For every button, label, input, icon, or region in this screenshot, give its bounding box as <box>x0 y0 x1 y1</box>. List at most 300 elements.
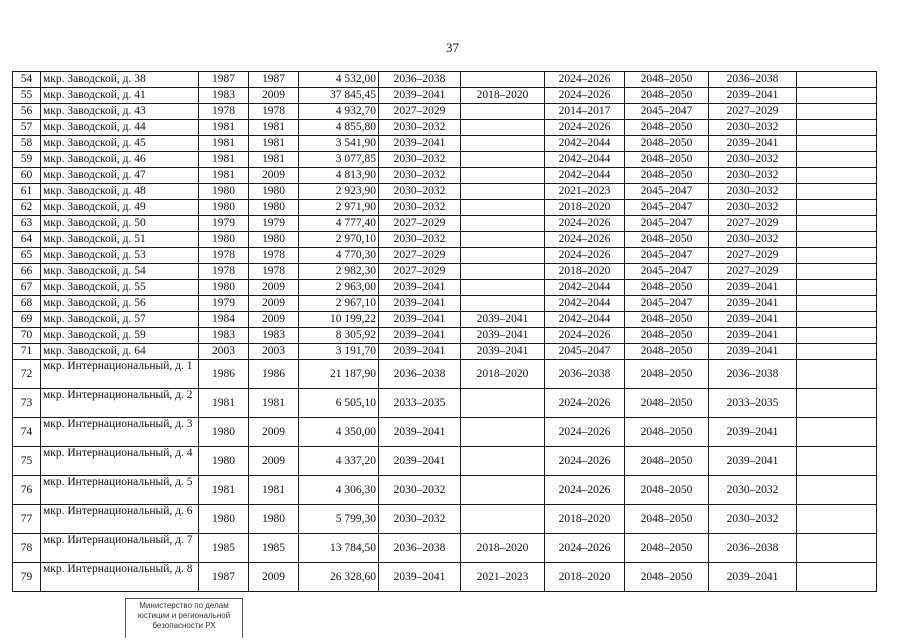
year-built-cell: 1979 <box>199 216 249 232</box>
area-cell: 4 813,90 <box>299 168 379 184</box>
table-row <box>13 152 877 168</box>
period-cell <box>797 296 877 312</box>
row-number-cell: 58 <box>13 136 41 152</box>
year-cell: 1978 <box>249 264 299 280</box>
area-cell: 26 328,60 <box>299 563 379 592</box>
period-cell: 2033–2035 <box>379 389 461 418</box>
table-row <box>13 360 877 389</box>
address-cell: мкр. Интернациональный, д. 5 <box>41 476 199 505</box>
row-number-cell: 69 <box>13 312 41 328</box>
address-cell: мкр. Интернациональный, д. 3 <box>41 418 199 447</box>
address-cell: мкр. Заводской, д. 47 <box>41 168 199 184</box>
row-number-cell: 71 <box>13 344 41 360</box>
period-cell: 2039–2041 <box>379 136 461 152</box>
area-cell: 21 187,90 <box>299 360 379 389</box>
table-row <box>13 505 877 534</box>
period-cell: 2039–2041 <box>379 280 461 296</box>
year-cell: 1987 <box>249 72 299 88</box>
period-cell: 2039–2041 <box>379 312 461 328</box>
row-number-cell: 75 <box>13 447 41 476</box>
period-cell <box>797 389 877 418</box>
address-cell: мкр. Интернациональный, д. 7 <box>41 534 199 563</box>
period-cell <box>797 534 877 563</box>
area-cell: 10 199,22 <box>299 312 379 328</box>
period-cell: 2024–2026 <box>545 248 625 264</box>
period-cell: 2030–2032 <box>709 505 797 534</box>
year-cell: 2009 <box>249 418 299 447</box>
period-cell: 2036–2038 <box>709 534 797 563</box>
year-built-cell: 1978 <box>199 248 249 264</box>
period-cell: 2048–2050 <box>625 563 709 592</box>
period-cell: 2039–2041 <box>709 447 797 476</box>
year-cell: 1978 <box>249 104 299 120</box>
period-cell: 2039–2041 <box>709 280 797 296</box>
table-row <box>13 88 877 104</box>
row-number-cell: 76 <box>13 476 41 505</box>
row-number-cell: 55 <box>13 88 41 104</box>
year-cell: 1980 <box>249 232 299 248</box>
period-cell: 2045–2047 <box>625 216 709 232</box>
period-cell <box>797 505 877 534</box>
address-cell: мкр. Интернациональный, д. 8 <box>41 563 199 592</box>
period-cell <box>797 476 877 505</box>
table-row <box>13 168 877 184</box>
period-cell: 2033–2035 <box>709 389 797 418</box>
address-cell: мкр. Заводской, д. 46 <box>41 152 199 168</box>
period-cell: 2045–2047 <box>625 264 709 280</box>
period-cell: 2021–2023 <box>545 184 625 200</box>
address-cell: мкр. Заводской, д. 53 <box>41 248 199 264</box>
area-cell: 2 967,10 <box>299 296 379 312</box>
area-cell: 6 505,10 <box>299 389 379 418</box>
period-cell: 2045–2047 <box>625 184 709 200</box>
area-cell: 2 971,90 <box>299 200 379 216</box>
period-cell: 2048–2050 <box>625 136 709 152</box>
year-built-cell: 1987 <box>199 563 249 592</box>
period-cell: 2036–2038 <box>379 72 461 88</box>
period-cell: 2039–2041 <box>709 563 797 592</box>
period-cell: 2027–2029 <box>709 248 797 264</box>
period-cell: 2036–2038 <box>709 360 797 389</box>
area-cell: 4 337,20 <box>299 447 379 476</box>
period-cell <box>461 136 545 152</box>
period-cell: 2042–2044 <box>545 280 625 296</box>
row-number-cell: 73 <box>13 389 41 418</box>
period-cell: 2030–2032 <box>709 152 797 168</box>
period-cell: 2030–2032 <box>709 184 797 200</box>
period-cell <box>797 216 877 232</box>
period-cell: 2027–2029 <box>709 216 797 232</box>
year-cell: 2009 <box>249 296 299 312</box>
period-cell: 2021–2023 <box>461 563 545 592</box>
period-cell: 2039–2041 <box>379 328 461 344</box>
period-cell: 2030–2032 <box>709 200 797 216</box>
year-cell: 1981 <box>249 476 299 505</box>
table-row <box>13 200 877 216</box>
period-cell: 2039–2041 <box>379 296 461 312</box>
year-built-cell: 1980 <box>199 418 249 447</box>
period-cell: 2048–2050 <box>625 389 709 418</box>
page-number: 37 <box>446 40 459 55</box>
period-cell: 2018–2020 <box>461 534 545 563</box>
period-cell <box>797 136 877 152</box>
period-cell <box>461 152 545 168</box>
area-cell: 8 305,92 <box>299 328 379 344</box>
area-cell: 4 855,80 <box>299 120 379 136</box>
period-cell <box>461 216 545 232</box>
year-built-cell: 1985 <box>199 534 249 563</box>
period-cell: 2024–2026 <box>545 447 625 476</box>
period-cell: 2030–2032 <box>379 476 461 505</box>
period-cell: 2027–2029 <box>379 216 461 232</box>
year-built-cell: 1983 <box>199 88 249 104</box>
address-cell: мкр. Интернациональный, д. 1 <box>41 360 199 389</box>
period-cell: 2048–2050 <box>625 232 709 248</box>
year-built-cell: 1981 <box>199 168 249 184</box>
table-row <box>13 534 877 563</box>
table-row <box>13 476 877 505</box>
address-cell: мкр. Заводской, д. 48 <box>41 184 199 200</box>
period-cell: 2039–2041 <box>379 344 461 360</box>
year-cell: 2009 <box>249 447 299 476</box>
stamp-line: Министерство по делам <box>139 601 229 610</box>
period-cell: 2045–2047 <box>625 104 709 120</box>
period-cell: 2039–2041 <box>709 418 797 447</box>
period-cell <box>461 476 545 505</box>
address-cell: мкр. Заводской, д. 41 <box>41 88 199 104</box>
address-cell: мкр. Интернациональный, д. 6 <box>41 505 199 534</box>
period-cell <box>461 104 545 120</box>
period-cell: 2024–2026 <box>545 476 625 505</box>
period-cell <box>797 104 877 120</box>
area-cell: 13 784,50 <box>299 534 379 563</box>
period-cell: 2030–2032 <box>379 168 461 184</box>
period-cell: 2030–2032 <box>379 232 461 248</box>
period-cell <box>461 184 545 200</box>
area-cell: 2 963,00 <box>299 280 379 296</box>
year-built-cell: 1981 <box>199 120 249 136</box>
address-cell: мкр. Заводской, д. 57 <box>41 312 199 328</box>
period-cell <box>461 296 545 312</box>
period-cell <box>461 200 545 216</box>
address-cell: мкр. Заводской, д. 45 <box>41 136 199 152</box>
row-number-cell: 66 <box>13 264 41 280</box>
period-cell <box>461 280 545 296</box>
table-row <box>13 328 877 344</box>
area-cell: 2 982,30 <box>299 264 379 280</box>
period-cell: 2048–2050 <box>625 120 709 136</box>
period-cell: 2048–2050 <box>625 344 709 360</box>
period-cell: 2030–2032 <box>709 476 797 505</box>
period-cell: 2045–2047 <box>625 200 709 216</box>
period-cell: 2024–2026 <box>545 418 625 447</box>
period-cell: 2039–2041 <box>709 312 797 328</box>
period-cell <box>797 418 877 447</box>
period-cell: 2048–2050 <box>625 328 709 344</box>
period-cell: 2042–2044 <box>545 152 625 168</box>
table-row <box>13 418 877 447</box>
period-cell: 2048–2050 <box>625 360 709 389</box>
period-cell: 2030–2032 <box>379 184 461 200</box>
period-cell <box>461 505 545 534</box>
period-cell: 2030–2032 <box>379 200 461 216</box>
stamp-line: безопасности РХ <box>152 621 216 630</box>
area-cell: 4 350,00 <box>299 418 379 447</box>
period-cell: 2048–2050 <box>625 168 709 184</box>
period-cell: 2018–2020 <box>461 360 545 389</box>
year-built-cell: 1978 <box>199 104 249 120</box>
year-built-cell: 1981 <box>199 152 249 168</box>
address-cell: мкр. Заводской, д. 49 <box>41 200 199 216</box>
table-row <box>13 296 877 312</box>
year-cell: 1980 <box>249 184 299 200</box>
area-cell: 2 970,10 <box>299 232 379 248</box>
period-cell: 2042–2044 <box>545 136 625 152</box>
period-cell: 2039–2041 <box>709 296 797 312</box>
year-cell: 1980 <box>249 200 299 216</box>
table-row <box>13 136 877 152</box>
period-cell: 2027–2029 <box>709 264 797 280</box>
row-number-cell: 67 <box>13 280 41 296</box>
year-built-cell: 1981 <box>199 136 249 152</box>
period-cell: 2048–2050 <box>625 505 709 534</box>
year-built-cell: 1984 <box>199 312 249 328</box>
period-cell <box>797 120 877 136</box>
period-cell: 2024–2026 <box>545 216 625 232</box>
period-cell: 2039–2041 <box>709 328 797 344</box>
period-cell: 2039–2041 <box>379 88 461 104</box>
address-cell: мкр. Заводской, д. 64 <box>41 344 199 360</box>
area-cell: 37 845,45 <box>299 88 379 104</box>
year-built-cell: 1980 <box>199 200 249 216</box>
period-cell: 2036–2038 <box>379 360 461 389</box>
period-cell <box>461 232 545 248</box>
address-cell: мкр. Заводской, д. 54 <box>41 264 199 280</box>
period-cell: 2048–2050 <box>625 88 709 104</box>
period-cell: 2030–2032 <box>379 120 461 136</box>
year-cell: 2009 <box>249 88 299 104</box>
period-cell <box>797 72 877 88</box>
row-number-cell: 64 <box>13 232 41 248</box>
address-cell: мкр. Заводской, д. 55 <box>41 280 199 296</box>
ministry-stamp <box>125 598 243 638</box>
address-cell: мкр. Заводской, д. 51 <box>41 232 199 248</box>
period-cell: 2045–2047 <box>625 248 709 264</box>
table-row <box>13 72 877 88</box>
year-cell: 1978 <box>249 248 299 264</box>
year-built-cell: 1987 <box>199 72 249 88</box>
table-body <box>13 72 877 592</box>
table-row <box>13 312 877 328</box>
area-cell: 4 306,30 <box>299 476 379 505</box>
year-cell: 1983 <box>249 328 299 344</box>
area-cell: 3 541,90 <box>299 136 379 152</box>
year-cell: 2009 <box>249 168 299 184</box>
row-number-cell: 77 <box>13 505 41 534</box>
period-cell <box>797 563 877 592</box>
year-built-cell: 1980 <box>199 505 249 534</box>
period-cell: 2030–2032 <box>379 505 461 534</box>
period-cell <box>797 360 877 389</box>
period-cell <box>461 120 545 136</box>
area-cell: 4 532,00 <box>299 72 379 88</box>
period-cell: 2027–2029 <box>379 248 461 264</box>
period-cell <box>797 280 877 296</box>
year-cell: 2009 <box>249 563 299 592</box>
table-row <box>13 280 877 296</box>
year-built-cell: 2003 <box>199 344 249 360</box>
period-cell <box>461 248 545 264</box>
year-cell: 1985 <box>249 534 299 563</box>
period-cell <box>797 88 877 104</box>
row-number-cell: 62 <box>13 200 41 216</box>
year-cell: 1981 <box>249 136 299 152</box>
row-number-cell: 68 <box>13 296 41 312</box>
period-cell: 2039–2041 <box>379 418 461 447</box>
period-cell <box>461 418 545 447</box>
row-number-cell: 63 <box>13 216 41 232</box>
period-cell: 2042–2044 <box>545 312 625 328</box>
row-number-cell: 61 <box>13 184 41 200</box>
row-number-cell: 54 <box>13 72 41 88</box>
period-cell: 2048–2050 <box>625 280 709 296</box>
address-table <box>12 71 877 592</box>
period-cell: 2030–2032 <box>379 152 461 168</box>
period-cell: 2039–2041 <box>709 88 797 104</box>
year-cell: 1979 <box>249 216 299 232</box>
year-built-cell: 1981 <box>199 476 249 505</box>
period-cell: 2014–2017 <box>545 104 625 120</box>
area-cell: 3 077,85 <box>299 152 379 168</box>
address-cell: мкр. Заводской, д. 50 <box>41 216 199 232</box>
area-cell: 3 191,70 <box>299 344 379 360</box>
stamp-line: юстиции и региональной <box>137 611 231 620</box>
address-cell: мкр. Заводской, д. 38 <box>41 72 199 88</box>
table-row <box>13 216 877 232</box>
period-cell: 2039–2041 <box>709 344 797 360</box>
period-cell: 2024–2026 <box>545 72 625 88</box>
period-cell: 2039–2041 <box>461 344 545 360</box>
year-cell: 1981 <box>249 120 299 136</box>
period-cell: 2024–2026 <box>545 389 625 418</box>
period-cell: 2042–2044 <box>545 296 625 312</box>
table-row <box>13 120 877 136</box>
year-cell: 2009 <box>249 280 299 296</box>
address-cell: мкр. Заводской, д. 56 <box>41 296 199 312</box>
period-cell: 2042–2044 <box>545 168 625 184</box>
period-cell: 2039–2041 <box>379 447 461 476</box>
period-cell: 2018–2020 <box>461 88 545 104</box>
row-number-cell: 70 <box>13 328 41 344</box>
area-cell: 5 799,30 <box>299 505 379 534</box>
year-built-cell: 1978 <box>199 264 249 280</box>
period-cell: 2018–2020 <box>545 264 625 280</box>
period-cell: 2048–2050 <box>625 312 709 328</box>
period-cell: 2024–2026 <box>545 120 625 136</box>
year-cell: 1981 <box>249 389 299 418</box>
period-cell <box>461 264 545 280</box>
year-cell: 1981 <box>249 152 299 168</box>
address-cell: мкр. Интернациональный, д. 4 <box>41 447 199 476</box>
period-cell <box>461 447 545 476</box>
period-cell: 2036–2038 <box>379 534 461 563</box>
period-cell: 2039–2041 <box>709 136 797 152</box>
period-cell: 2036–2038 <box>545 360 625 389</box>
year-built-cell: 1980 <box>199 280 249 296</box>
area-cell: 4 770,30 <box>299 248 379 264</box>
row-number-cell: 72 <box>13 360 41 389</box>
period-cell <box>797 328 877 344</box>
period-cell: 2048–2050 <box>625 152 709 168</box>
table-row <box>13 104 877 120</box>
table-row <box>13 344 877 360</box>
period-cell: 2048–2050 <box>625 534 709 563</box>
period-cell: 2027–2029 <box>709 104 797 120</box>
table-row <box>13 248 877 264</box>
period-cell: 2018–2020 <box>545 563 625 592</box>
period-cell: 2024–2026 <box>545 88 625 104</box>
year-built-cell: 1983 <box>199 328 249 344</box>
table-row <box>13 232 877 248</box>
period-cell: 2030–2032 <box>709 120 797 136</box>
period-cell: 2048–2050 <box>625 447 709 476</box>
period-cell <box>797 248 877 264</box>
period-cell <box>797 344 877 360</box>
period-cell <box>461 168 545 184</box>
row-number-cell: 79 <box>13 563 41 592</box>
year-cell: 1980 <box>249 505 299 534</box>
row-number-cell: 65 <box>13 248 41 264</box>
period-cell <box>797 264 877 280</box>
table-row <box>13 563 877 592</box>
address-cell: мкр. Заводской, д. 59 <box>41 328 199 344</box>
period-cell: 2039–2041 <box>461 328 545 344</box>
address-cell: мкр. Заводской, д. 44 <box>41 120 199 136</box>
area-cell: 4 777,40 <box>299 216 379 232</box>
period-cell: 2018–2020 <box>545 200 625 216</box>
address-cell: мкр. Интернациональный, д. 2 <box>41 389 199 418</box>
period-cell: 2039–2041 <box>461 312 545 328</box>
period-cell: 2030–2032 <box>709 168 797 184</box>
period-cell: 2048–2050 <box>625 72 709 88</box>
period-cell <box>797 168 877 184</box>
year-built-cell: 1980 <box>199 447 249 476</box>
period-cell: 2024–2026 <box>545 232 625 248</box>
table-row <box>13 447 877 476</box>
period-cell: 2045–2047 <box>545 344 625 360</box>
area-cell: 4 932,70 <box>299 104 379 120</box>
row-number-cell: 57 <box>13 120 41 136</box>
row-number-cell: 74 <box>13 418 41 447</box>
row-number-cell: 56 <box>13 104 41 120</box>
period-cell <box>797 447 877 476</box>
period-cell: 2018–2020 <box>545 505 625 534</box>
year-built-cell: 1979 <box>199 296 249 312</box>
period-cell: 2024–2026 <box>545 328 625 344</box>
period-cell <box>797 152 877 168</box>
year-cell: 1986 <box>249 360 299 389</box>
period-cell <box>797 312 877 328</box>
row-number-cell: 60 <box>13 168 41 184</box>
table-row <box>13 264 877 280</box>
period-cell: 2039–2041 <box>379 563 461 592</box>
year-cell: 2003 <box>249 344 299 360</box>
year-cell: 2009 <box>249 312 299 328</box>
period-cell: 2027–2029 <box>379 264 461 280</box>
row-number-cell: 59 <box>13 152 41 168</box>
year-built-cell: 1980 <box>199 184 249 200</box>
period-cell: 2030–2032 <box>709 232 797 248</box>
